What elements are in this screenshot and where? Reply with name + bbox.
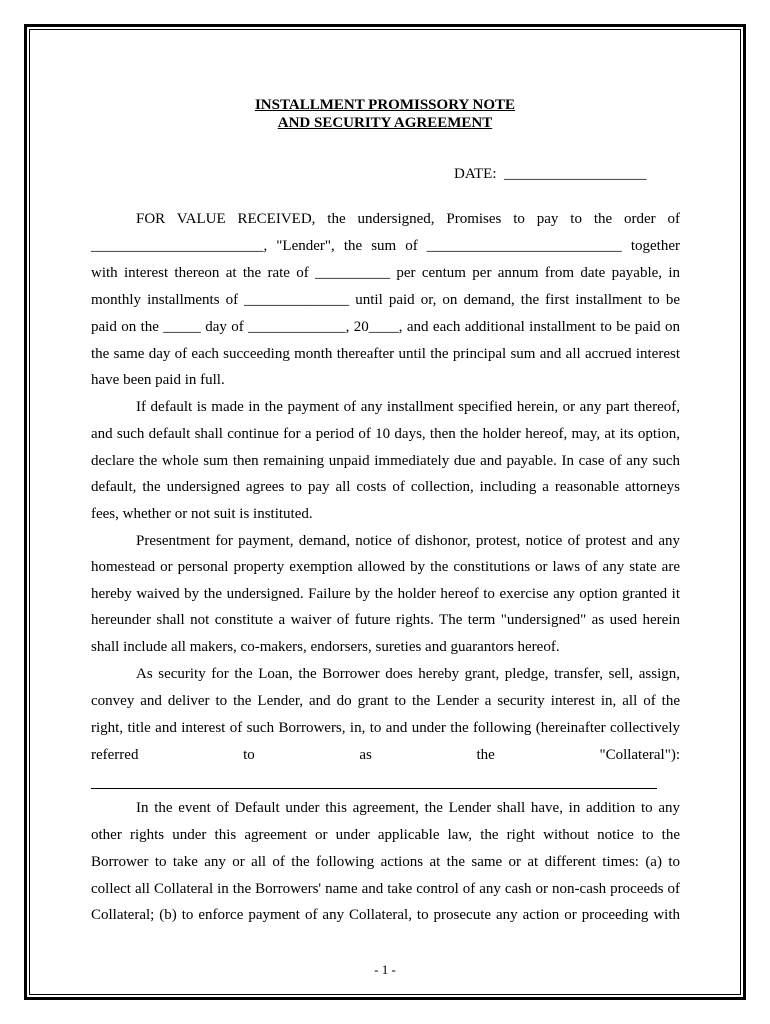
page-number: - 1 - bbox=[374, 962, 396, 977]
paragraph-1-line: FOR VALUE RECEIVED, the undersigned, Promises to pay to the order of bbox=[136, 211, 680, 227]
paragraph-5-line: Collateral; (b) to enforce payment of any Collateral, to prosecute any action or proceeding with bbox=[91, 907, 680, 923]
paragraph-2-line: If default is made in the payment of any installment specified herein, or any part thereof, bbox=[136, 399, 680, 415]
paragraph-1-line: have been paid in full. bbox=[91, 372, 225, 388]
collateral-blank-line bbox=[91, 788, 657, 789]
paragraph-5-line: Borrower to take any or all of the following actions at the same or at different times: (a) to bbox=[91, 854, 680, 870]
paragraph-2-line: default, the undersigned agrees to pay all costs of collection, including a reasonable attorneys bbox=[91, 479, 680, 495]
paragraph-5-line: collect all Collateral in the Borrowers' name and take control of any cash or non-cash proceeds of bbox=[91, 881, 680, 897]
paragraph-3-line: hereunder shall not constitute a waiver of future rights. The term "undersigned" as used herein bbox=[91, 612, 680, 628]
paragraph-2-line: and such default shall continue for a period of 10 days, then the holder hereof, may, at its option, bbox=[91, 426, 680, 442]
paragraph-4-line: convey and deliver to the Lender, and do grant to the Lender a security interest in, all of the bbox=[91, 693, 680, 709]
paragraph-4-line: right, title and interest of such Borrowers, in, to and under the following (hereinafter collectively bbox=[91, 720, 680, 736]
paragraph-1-line: the same day of each succeeding month thereafter until the principal sum and all accrued interest bbox=[91, 346, 680, 362]
paragraph-3-line: Presentment for payment, demand, notice of dishonor, protest, notice of protest and any bbox=[136, 533, 680, 549]
paragraph-1-line: paid on the _____ day of _____________, 20____, and each additional installment to be paid on bbox=[91, 319, 680, 335]
paragraph-2-line: declare the whole sum then remaining unpaid immediately due and payable. In case of any such bbox=[91, 453, 680, 469]
paragraph-3-line: homestead or personal property exemption allowed by the constitutions or laws of any state are bbox=[91, 559, 680, 575]
paragraph-1-line: _______________________, "Lender", the sum of __________________________ together bbox=[91, 238, 680, 254]
date-field: DATE: ___________________ bbox=[454, 166, 647, 182]
paragraph-5-line: other rights under this agreement or under applicable law, the right without notice to the bbox=[91, 827, 680, 843]
paragraph-5-line: In the event of Default under this agreement, the Lender shall have, in addition to any bbox=[136, 800, 680, 816]
paragraph-3-line: hereby waived by the undersigned. Failure by the holder hereof to exercise any option granted it bbox=[91, 586, 680, 602]
paragraph-4-line: As security for the Loan, the Borrower does hereby grant, pledge, transfer, sell, assign, bbox=[136, 666, 680, 682]
paragraph-3-line: shall include all makers, co-makers, endorsers, sureties and guarantors hereof. bbox=[91, 639, 560, 655]
document-title-line-1: INSTALLMENT PROMISSORY NOTE bbox=[254, 97, 516, 113]
paragraph-1-line: monthly installments of ______________ until paid or, on demand, the first installment to be bbox=[91, 292, 680, 308]
paragraph-2-line: fees, whether or not suit is instituted. bbox=[91, 506, 313, 522]
paragraph-4-line: referred to as the "Collateral"): bbox=[91, 747, 680, 763]
document-title-line-2: AND SECURITY AGREEMENT bbox=[277, 115, 493, 131]
paragraph-1-line: with interest thereon at the rate of __________ per centum per annum from date payable, in bbox=[91, 265, 680, 281]
